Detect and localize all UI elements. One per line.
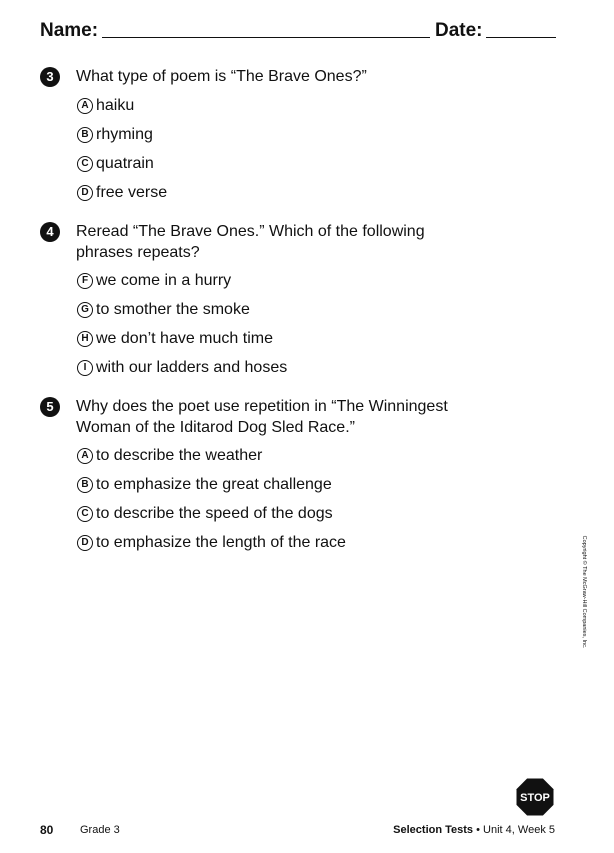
question-3 bbox=[40, 66, 480, 206]
answer-bubble[interactable]: A bbox=[77, 448, 93, 464]
question-5 bbox=[40, 396, 480, 556]
answer-bubble[interactable]: C bbox=[77, 506, 93, 522]
header-row bbox=[40, 20, 556, 44]
answer-text: free verse bbox=[96, 184, 168, 201]
question-text: Why does the poet use repetition in “The Winningest Woman of the Iditarod Dog Sled Race.” bbox=[76, 398, 448, 436]
question-number-badge: 5 bbox=[40, 397, 60, 417]
copyright-notice: Copyright © The McGraw-Hill Companies, Inc. bbox=[581, 535, 587, 649]
date-label: Date: bbox=[435, 20, 483, 41]
question-text: What type of poem is “The Brave Ones?” bbox=[76, 68, 367, 85]
section-label: Selection Tests bbox=[393, 824, 474, 836]
grade-label: Grade 3 bbox=[80, 824, 120, 836]
answer-bubble[interactable]: H bbox=[77, 331, 93, 347]
question-number-badge: 4 bbox=[40, 222, 60, 242]
answer-bubble[interactable]: D bbox=[77, 185, 93, 201]
question-text: Reread “The Brave Ones.” Which of the following phrases repeats? bbox=[76, 223, 425, 261]
name-line[interactable] bbox=[102, 37, 430, 38]
footer-right bbox=[393, 824, 555, 836]
answer-bubble[interactable]: B bbox=[77, 127, 93, 143]
answer-text: haiku bbox=[96, 97, 135, 114]
answer-text: to smother the smoke bbox=[96, 301, 250, 318]
page-number: 80 bbox=[40, 823, 54, 837]
answer-text: to emphasize the great challenge bbox=[96, 476, 332, 493]
answer-text: to emphasize the length of the race bbox=[96, 534, 346, 551]
bullet-separator: • bbox=[476, 824, 480, 836]
answer-text: to describe the weather bbox=[96, 447, 263, 464]
unit-label: Unit 4, Week 5 bbox=[483, 824, 555, 836]
answer-text: rhyming bbox=[96, 126, 153, 143]
question-4 bbox=[40, 221, 480, 381]
stop-sign-label: STOP bbox=[520, 792, 550, 804]
question-number-badge: 3 bbox=[40, 67, 60, 87]
stop-sign-icon bbox=[516, 778, 554, 816]
answer-bubble[interactable]: I bbox=[77, 360, 93, 376]
answer-text: with our ladders and hoses bbox=[96, 359, 288, 376]
answer-bubble[interactable]: C bbox=[77, 156, 93, 172]
answer-text: to describe the speed of the dogs bbox=[96, 505, 333, 522]
answer-bubble[interactable]: D bbox=[77, 535, 93, 551]
answer-bubble[interactable]: F bbox=[77, 273, 93, 289]
date-line[interactable] bbox=[486, 37, 556, 38]
answer-text: quatrain bbox=[96, 155, 154, 172]
name-label: Name: bbox=[40, 20, 99, 41]
answer-bubble[interactable]: B bbox=[77, 477, 93, 493]
answer-text: we don’t have much time bbox=[96, 330, 273, 347]
answer-bubble[interactable]: G bbox=[77, 302, 93, 318]
answer-bubble[interactable]: A bbox=[77, 98, 93, 114]
answer-text: we come in a hurry bbox=[96, 272, 232, 289]
